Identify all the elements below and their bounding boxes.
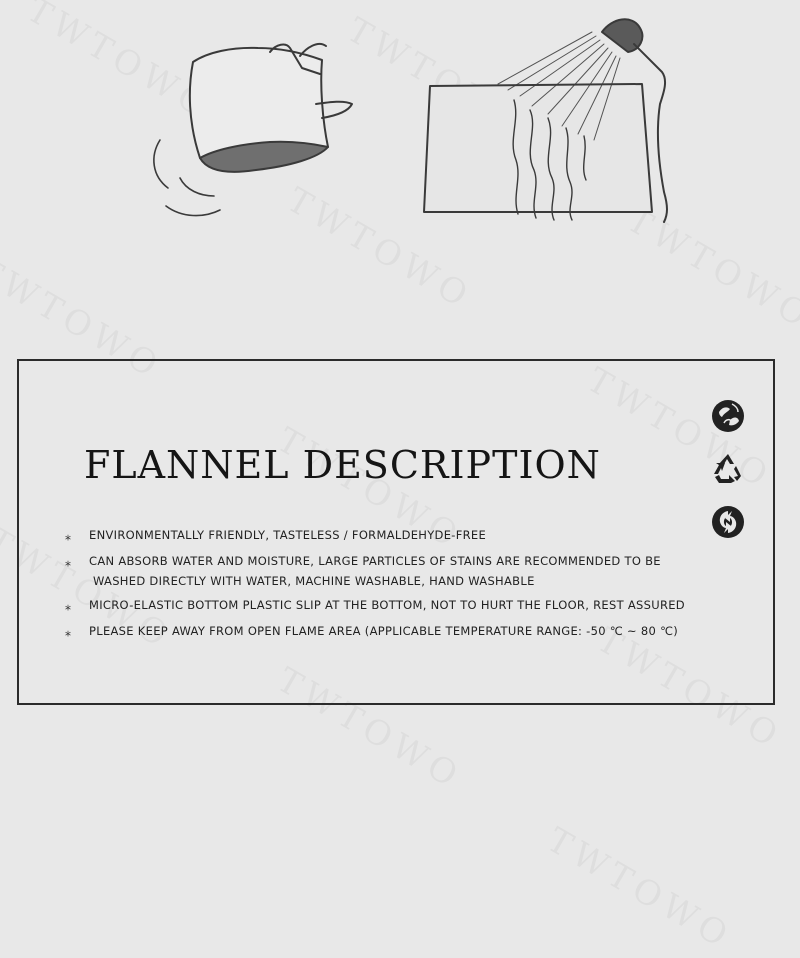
- shower-rinse-icon: [424, 19, 667, 222]
- description-title: FLANNEL DESCRIPTION: [84, 443, 601, 487]
- bullet-star-icon: ⁎: [65, 599, 72, 613]
- list-item: [65, 525, 755, 547]
- feature-line: MICRO-ELASTIC BOTTOM PLASTIC SLIP AT THE BOTTOM, NOT TO HURT THE FLOOR, REST ASSURED: [89, 598, 685, 612]
- list-item: [65, 595, 755, 617]
- globe-leaf-icon: [710, 398, 746, 434]
- list-item: [65, 551, 755, 591]
- feature-line: PLEASE KEEP AWAY FROM OPEN FLAME AREA (APPLICABLE TEMPERATURE RANGE: -50 ℃ ~ 80 ℃): [89, 624, 679, 638]
- watermark: [540, 820, 739, 958]
- feature-text: [89, 621, 755, 641]
- feature-list: [65, 525, 755, 647]
- feature-line: ENVIRONMENTALLY FRIENDLY, TASTELESS / FORMALDEHYDE-FREE: [89, 528, 487, 542]
- feature-line: CAN ABSORB WATER AND MOISTURE, LARGE PARTICLES OF STAINS ARE RECOMMENDED TO BE: [89, 554, 661, 568]
- care-illustrations: [0, 0, 800, 240]
- recycle-icon: [710, 451, 746, 487]
- bullet-star-icon: ⁎: [65, 625, 72, 639]
- feature-text: [89, 595, 755, 615]
- bullet-star-icon: ⁎: [65, 555, 72, 569]
- feature-line: WASHED DIRECTLY WITH WATER, MACHINE WASHABLE, HAND WASHABLE: [93, 574, 535, 588]
- bullet-star-icon: ⁎: [65, 529, 72, 543]
- feature-text: [89, 525, 755, 545]
- green-dot-icon: [710, 504, 746, 540]
- shaking-mat-icon: [154, 44, 352, 216]
- feature-text: [89, 551, 755, 591]
- description-panel: [17, 359, 775, 705]
- list-item: [65, 621, 755, 643]
